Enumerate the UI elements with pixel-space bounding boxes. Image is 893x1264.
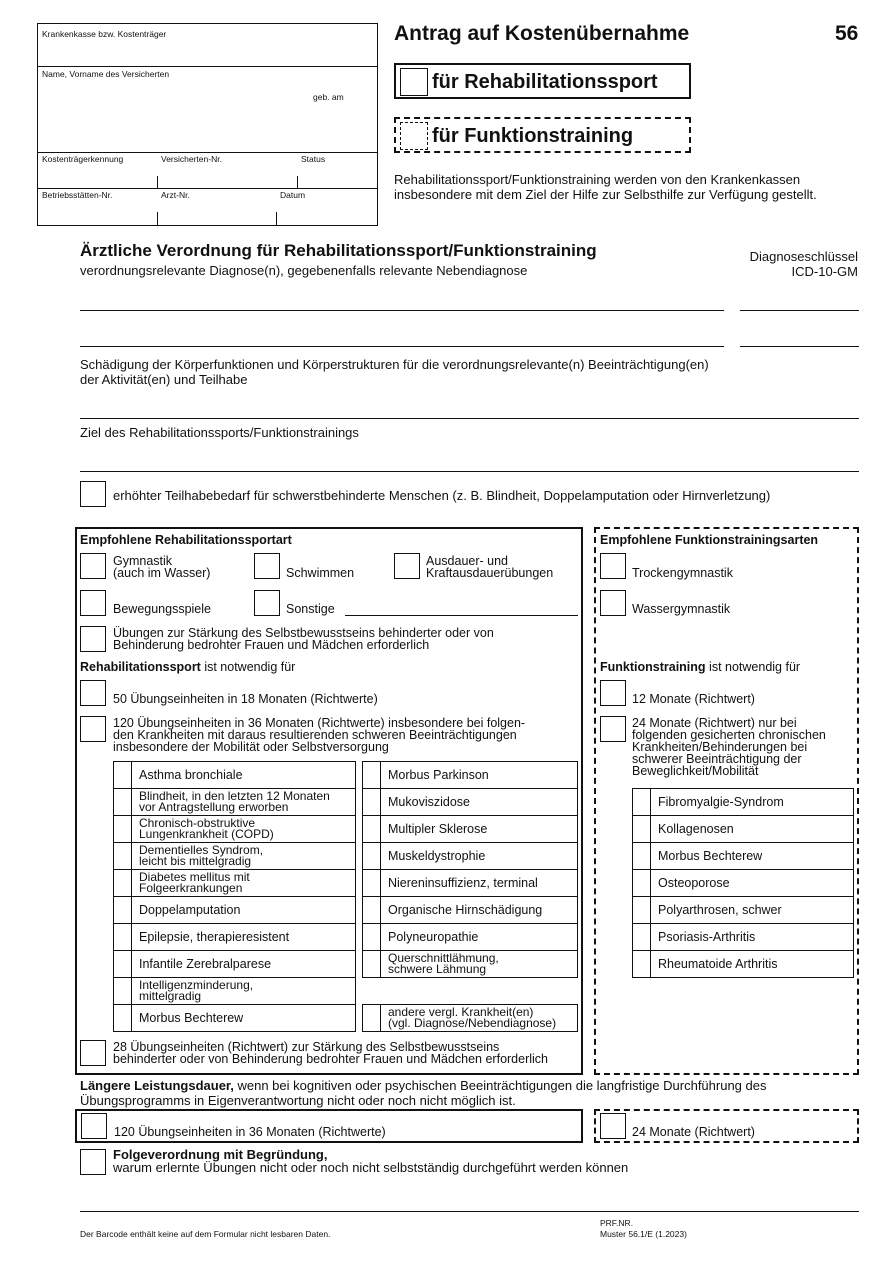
option-funktionstraining-label: für Funktionstraining [432,125,634,147]
option-rehasport-box [394,63,691,99]
disease-row [363,843,578,870]
opt28-checkbox[interactable] [80,1040,106,1066]
disease-checkbox[interactable] [633,789,651,816]
andere-krankheit-row [362,1004,578,1032]
wasser-checkbox[interactable] [600,590,626,616]
schwimmen-checkbox[interactable] [254,553,280,579]
disease-checkbox[interactable] [633,951,651,978]
disease-row [114,978,356,1005]
disease-label [651,897,854,924]
form-title: Antrag auf Kostenübernahme [394,22,690,45]
notwendig-bold: Rehabilitationssport [80,660,201,674]
key-line1: Diagnoseschlüssel [749,249,858,264]
disease-checkbox[interactable] [363,762,381,789]
label-name: Name, Vorname des Versicherten [42,69,170,79]
disease-row [363,897,578,924]
label-arzt-nr: Arzt-Nr. [161,190,190,200]
disease-label-line: Chronisch-obstruktive [139,816,256,830]
opt120-checkbox[interactable] [80,716,106,742]
andere-checkbox[interactable] [363,1005,381,1032]
opt24-line5: Beweglichkeit/Mobilität [632,764,759,778]
disease-label [132,843,356,870]
disease-label [132,789,356,816]
opt120-label [113,717,525,753]
disease-label-line: Dementielles Syndrom, [139,843,264,857]
disease-checkbox[interactable] [114,924,132,951]
folge-checkbox[interactable] [80,1149,106,1175]
disease-checkbox[interactable] [114,762,132,789]
selbst-line2: Behinderung bedrohter Frauen und Mädchen erforderlich [113,638,430,652]
ft-notwendig-rest: ist notwendig für [705,660,801,674]
ft-notwendig-bold: Funktionstraining [600,660,706,674]
opt50-label: 50 Übungseinheiten in 18 Monaten (Richtwerte) [113,692,378,706]
label-betriebsstaetten-nr: Betriebsstätten-Nr. [42,190,113,200]
disease-checkbox[interactable] [114,1005,132,1032]
rehasport-diseases-right [362,761,578,978]
opt120-line3: insbesondere der Mobilität oder Selbstversorgung [113,740,389,754]
disease-checkbox[interactable] [114,789,132,816]
folge-bold: Folgeverordnung mit Begründung, [113,1147,328,1162]
notwendig-rest: ist notwendig für [200,660,296,674]
trocken-checkbox[interactable] [600,553,626,579]
disease-label [132,951,356,978]
opt28-label [113,1041,548,1065]
laengere-line1 [80,1079,767,1092]
label-krankenkasse: Krankenkasse bzw. Kostenträger [42,29,167,39]
selbst-line1: Übungen zur Stärkung des Selbstbewusstseins behinderter oder von [113,626,494,640]
disease-label [651,816,854,843]
opt24-line1: 24 Monate (Richtwert) nur bei [632,716,797,730]
disease-row [363,951,578,978]
disease-checkbox[interactable] [633,897,651,924]
disease-label [381,816,578,843]
key-line2: ICD-10-GM [791,264,858,279]
folge-line2: warum erlernte Übungen nicht oder noch nicht selbstständig durchgeführt werden können [113,1160,629,1175]
rehasport-heading: Empfohlene Rehabilitationssportart [80,533,292,547]
disease-label-line: Blindheit, in den letzten 12 Monaten [139,789,330,803]
icd-line-1[interactable] [740,310,859,311]
disease-row [114,762,356,789]
opt120-line2: den Krankheiten mit daraus resultierenden schweren Beeinträchtigungen [113,728,517,742]
disease-row [363,789,578,816]
selbstbewusstsein-label [113,627,494,651]
ft-heading: Empfohlene Funktionstrainingsarten [600,533,819,547]
label-geb: geb. am [313,92,344,102]
disease-label [132,870,356,897]
disease-row [363,816,578,843]
label-versicherten-nr: Versicherten-Nr. [161,154,222,164]
laengere-rest: wenn bei kognitiven oder psychischen Beeinträchtigungen die langfristige Durchführung des [233,1078,767,1093]
sonstige-line[interactable] [345,615,578,616]
opt24-label [632,717,826,777]
disease-checkbox[interactable] [114,870,132,897]
opt12-label: 12 Monate (Richtwert) [632,692,755,706]
ausdauer-line2: Kraftausdauerübungen [426,566,554,580]
opt12-checkbox[interactable] [600,680,626,706]
disease-checkbox[interactable] [363,897,381,924]
disease-checkbox[interactable] [633,924,651,951]
schaedigung-label-line1: Schädigung der Körperfunktionen und Körperstrukturen für die verordnungsrelevante(n) Beeinträchtigung(en) [80,357,709,372]
gymnastik-label [113,555,210,579]
disease-checkbox[interactable] [363,816,381,843]
disease-label [381,843,578,870]
disease-label-line: Mukoviszidose [388,794,470,809]
disease-label-line: Muskeldystrophie [388,848,486,863]
disease-label [132,897,356,924]
disease-row [363,924,578,951]
disease-label [132,978,356,1005]
disease-checkbox[interactable] [114,843,132,870]
disease-row [114,897,356,924]
disease-row [633,951,854,978]
trocken-label: Trockengymnastik [632,566,733,580]
teilhabe-label: erhöhter Teilhabebedarf für schwerstbehinderte Menschen (z. B. Blindheit, Doppelamputation oder Hirnverletzung) [113,488,771,503]
bewegungsspiele-label: Bewegungsspiele [113,602,211,616]
opt24-line2: folgenden gesicherten chronischen [632,728,826,742]
ziel-label: Ziel des Rehabilitationssports/Funktionstrainings [80,425,359,440]
schaedigung-line[interactable] [80,418,859,419]
disease-label-line: Niereninsuffizienz, terminal [388,875,538,890]
intro-note-line1: Rehabilitationssport/Funktionstraining werden von den Krankenkassen [394,172,801,187]
disease-label-line: Diabetes mellitus mit [139,870,250,884]
form-number: 56 [835,22,859,45]
ziel-line[interactable] [80,471,859,472]
disease-row [363,870,578,897]
disease-label [132,1005,356,1032]
disease-label-line: Morbus Parkinson [388,767,489,782]
bewegungsspiele-checkbox[interactable] [80,590,106,616]
icd-line-2[interactable] [740,346,859,347]
andere-line2: (vgl. Diagnose/Nebendiagnose) [388,1016,557,1030]
disease-label [651,789,854,816]
disease-label [651,924,854,951]
disease-label [132,816,356,843]
disease-label-line: Querschnittlähmung, [388,951,499,965]
disease-label-line: Asthma bronchiale [139,767,243,782]
disease-checkbox[interactable] [114,897,132,924]
disease-label-line: Folgeerkrankungen [139,881,243,895]
disease-row [114,951,356,978]
disease-label-line: Infantile Zerebralparese [139,956,272,971]
laengere-ft-box [594,1109,859,1143]
opt50-checkbox[interactable] [80,680,106,706]
disease-row [363,762,578,789]
diagnose-line-2[interactable] [80,346,724,347]
disease-label-line: schwere Lähmung [388,962,487,976]
disease-label [381,897,578,924]
opt24-line4: schwerer Beeinträchtigung der [632,752,802,766]
opt24-line3: Krankheiten/Behinderungen bei [632,740,808,754]
disease-checkbox[interactable] [633,870,651,897]
disease-label [381,951,578,978]
opt24-checkbox[interactable] [600,716,626,742]
ausdauer-line1: Ausdauer- und [426,554,509,568]
disease-checkbox[interactable] [363,843,381,870]
gymnastik-line1: Gymnastik [113,554,173,568]
disease-label-line: Polyarthrosen, schwer [658,902,782,917]
disease-checkbox[interactable] [114,978,132,1005]
teilhabe-checkbox[interactable] [80,481,106,507]
disease-label [381,870,578,897]
disease-label-line: Polyneuropathie [388,929,479,944]
opt120-line1: 120 Übungseinheiten in 36 Monaten (Richtwerte) insbesondere bei folgen- [113,716,526,730]
laengere-reha-label: 120 Übungseinheiten in 36 Monaten (Richtwerte) [114,1125,386,1139]
disease-checkbox[interactable] [363,789,381,816]
disease-row [114,816,356,843]
disease-label [132,762,356,789]
ausdauer-label [426,555,553,579]
disease-row [633,897,854,924]
intro-note-line2: insbesondere mit dem Ziel der Hilfe zur Selbsthilfe zur Verfügung gestellt. [394,187,817,202]
laengere-ft-checkbox[interactable] [600,1113,626,1139]
disease-row [633,816,854,843]
folge-label [113,1148,628,1174]
footer-divider [80,1211,859,1212]
rehasport-checkbox[interactable] [400,68,428,96]
gymnastik-line2: (auch im Wasser) [113,566,211,580]
rehasport-notwendig [80,661,295,673]
muster-nr: Muster 56.1/E (1.2023) [600,1229,687,1239]
disease-label [651,870,854,897]
disease-row [114,870,356,897]
disease-checkbox[interactable] [114,816,132,843]
disease-row [114,1005,356,1032]
disease-row [633,924,854,951]
disease-label [651,843,854,870]
funktionstraining-checkbox[interactable] [400,122,428,150]
disease-checkbox[interactable] [114,951,132,978]
disease-checkbox[interactable] [633,816,651,843]
sonstige-label: Sonstige [286,602,335,616]
disease-label [381,762,578,789]
disease-label-line: Multipler Sklerose [388,821,488,836]
wasser-label: Wassergymnastik [632,602,731,616]
laengere-line2: Übungsprogramms in Eigenverantwortung nicht oder noch nicht möglich ist. [80,1093,516,1108]
disease-label-line: Intelligenzminderung, [139,978,254,992]
disease-checkbox[interactable] [363,870,381,897]
diagnose-line-1[interactable] [80,310,724,311]
schwimmen-label: Schwimmen [286,566,355,580]
disease-label-line: vor Antragstellung erworben [139,800,289,814]
selbstbewusstsein-checkbox[interactable] [80,626,106,652]
opt28-line2: behinderter oder von Behinderung bedrohter Frauen und Mädchen erforderlich [113,1052,549,1066]
disease-label [651,951,854,978]
option-funktionstraining-box [394,117,691,153]
label-kennung: Kostenträgerkennung [42,154,124,164]
andere-label [381,1005,578,1032]
diagnose-label: verordnungsrelevante Diagnose(n), gegebenenfalls relevante Nebendiagnose [80,263,528,278]
disease-row [633,843,854,870]
label-status: Status [301,154,326,164]
rehasport-diseases-left [113,761,356,1032]
disease-label-line: Osteoporose [658,875,730,890]
opt28-line1: 28 Übungseinheiten (Richtwert) zur Stärkung des Selbstbewusstseins [113,1040,500,1054]
disease-checkbox[interactable] [633,843,651,870]
ausdauer-checkbox[interactable] [394,553,420,579]
disease-row [633,870,854,897]
schaedigung-label-line2: der Aktivität(en) und Teilhabe [80,372,248,387]
disease-label-line: Lungenkrankheit (COPD) [139,827,274,841]
disease-label-line: Kollagenosen [658,821,734,836]
option-rehasport-label: für Rehabilitationssport [432,71,658,93]
laengere-ft-label: 24 Monate (Richtwert) [632,1125,755,1139]
label-datum: Datum [280,190,306,200]
barcode-note: Der Barcode enthält keine auf dem Formular nicht lesbaren Daten. [80,1229,331,1239]
disease-row [114,924,356,951]
diagnoseschluessel-label [750,250,858,278]
disease-label-line: leicht bis mittelgradig [139,854,252,868]
disease-row [114,843,356,870]
disease-label-line: Doppelamputation [139,902,241,917]
sonstige-checkbox[interactable] [254,590,280,616]
gymnastik-checkbox[interactable] [80,553,106,579]
ft-diseases [632,788,854,978]
disease-label-line: mittelgradig [139,989,202,1003]
disease-label [132,924,356,951]
disease-row [114,789,356,816]
laengere-reha-box [75,1109,583,1143]
section-title: Ärztliche Verordnung für Rehabilitationssport/Funktionstraining [80,241,597,260]
laengere-reha-checkbox[interactable] [81,1113,107,1139]
disease-label-line: Fibromyalgie-Syndrom [658,794,784,809]
insurance-data-box [37,23,378,226]
disease-label-line: Epilepsie, therapieresistent [139,929,290,944]
ft-notwendig [600,661,800,673]
disease-label-line: Organische Hirnschädigung [388,902,543,917]
disease-label-line: Rheumatoide Arthritis [658,956,778,971]
disease-checkbox[interactable] [363,924,381,951]
laengere-bold: Längere Leistungsdauer, [80,1078,234,1093]
disease-label [381,924,578,951]
disease-label-line: Morbus Bechterew [658,848,763,863]
disease-label-line: Morbus Bechterew [139,1010,244,1025]
prf-nr: PRF.NR. [600,1218,634,1228]
disease-row [633,789,854,816]
disease-label-line: Psoriasis-Arthritis [658,929,756,944]
disease-checkbox[interactable] [363,951,381,978]
disease-label [381,789,578,816]
andere-line1: andere vergl. Krankheit(en) [388,1005,534,1019]
